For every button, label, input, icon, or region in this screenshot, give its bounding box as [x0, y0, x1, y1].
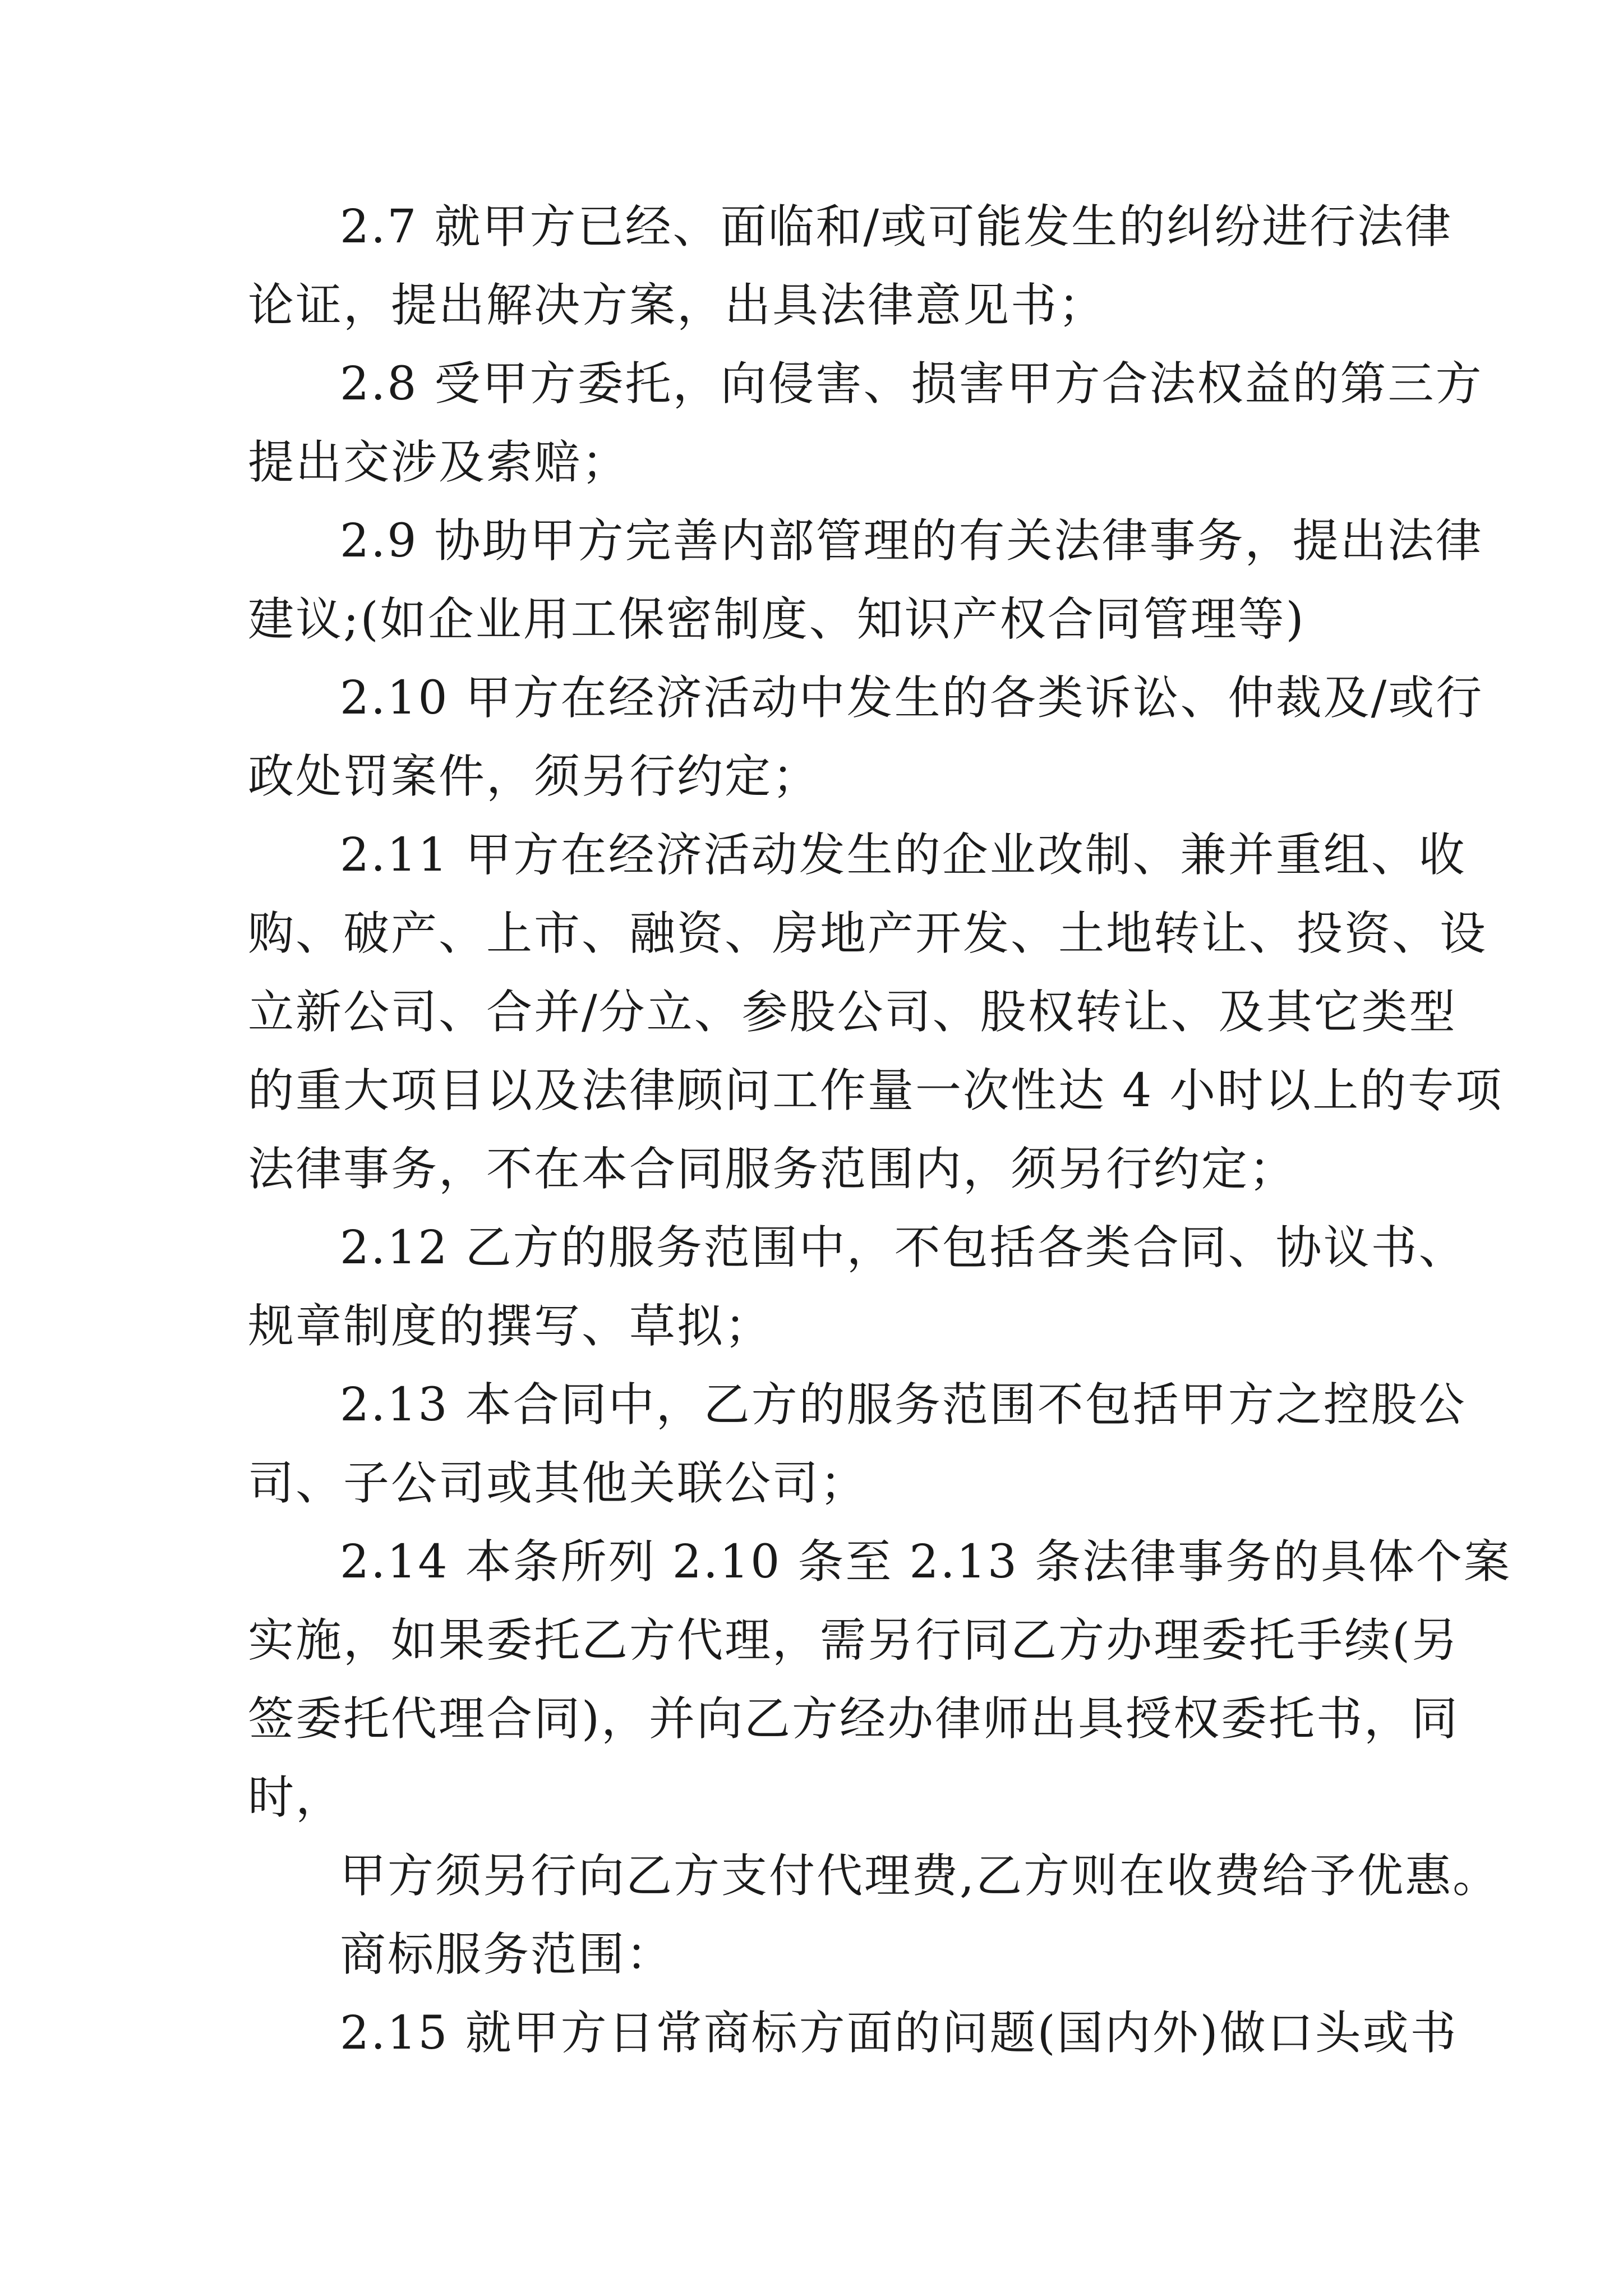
text-line: 规章制度的撰写、草拟；	[248, 1300, 773, 1353]
text-line: 2.11 甲方在经济活动发生的企业改制、兼并重组、收	[340, 829, 1467, 882]
text-line: 2.13 本合同中，乙方的服务范围不包括甲方之控股公	[340, 1378, 1467, 1432]
text-line: 2.10 甲方在经济活动中发生的各类诉讼、仲裁及/或行	[340, 671, 1484, 725]
text-line: 购、破产、上市、融资、房地产开发、土地转让、投资、设	[248, 907, 1488, 960]
text-line: 时，	[248, 1771, 344, 1824]
text-line: 法律事务，不在本合同服务范围内，须另行约定；	[248, 1143, 1297, 1196]
text-line: 2.12 乙方的服务范围中，不包括各类合同、协议书、	[340, 1221, 1467, 1274]
text-line: 2.7 就甲方已经、面临和/或可能发生的纠纷进行法律	[340, 200, 1453, 254]
text-line: 2.9 协助甲方完善内部管理的有关法律事务，提出法律	[340, 514, 1483, 568]
text-line: 的重大项目以及法律顾问工作量一次性达 4 小时以上的专项	[248, 1064, 1504, 1117]
text-line: 政处罚案件，须另行约定；	[248, 750, 820, 803]
text-line: 2.14 本条所列 2.10 条至 2.13 条法律事务的具体个案	[340, 1535, 1512, 1589]
text-line: 司、子公司或其他关联公司；	[248, 1457, 868, 1510]
text-line: 商标服务范围：	[340, 1928, 674, 1981]
contract-body-text	[248, 188, 1512, 2073]
text-line: 甲方须另行向乙方支付代理费,乙方则在收费给予优惠。	[340, 1849, 1501, 1903]
text-line: 建议;(如企业用工保密制度、知识产权合同管理等)	[248, 593, 1306, 646]
text-line: 提出交涉及索赔；	[248, 436, 630, 489]
text-line: 签委托代理合同)，并向乙方经办律师出具授权委托书，同	[248, 1692, 1459, 1746]
text-line: 论证，提出解决方案，出具法律意见书；	[248, 279, 1106, 332]
text-line: 2.15 就甲方日常商标方面的问题(国内外)做口头或书	[340, 2007, 1458, 2060]
text-line: 实施，如果委托乙方代理，需另行同乙方办理委托手续(另	[248, 1614, 1459, 1667]
text-line: 2.8 受甲方委托，向侵害、损害甲方合法权益的第三方	[340, 357, 1483, 411]
text-line: 立新公司、合并/分立、参股公司、股权转让、及其它类型	[248, 986, 1457, 1039]
